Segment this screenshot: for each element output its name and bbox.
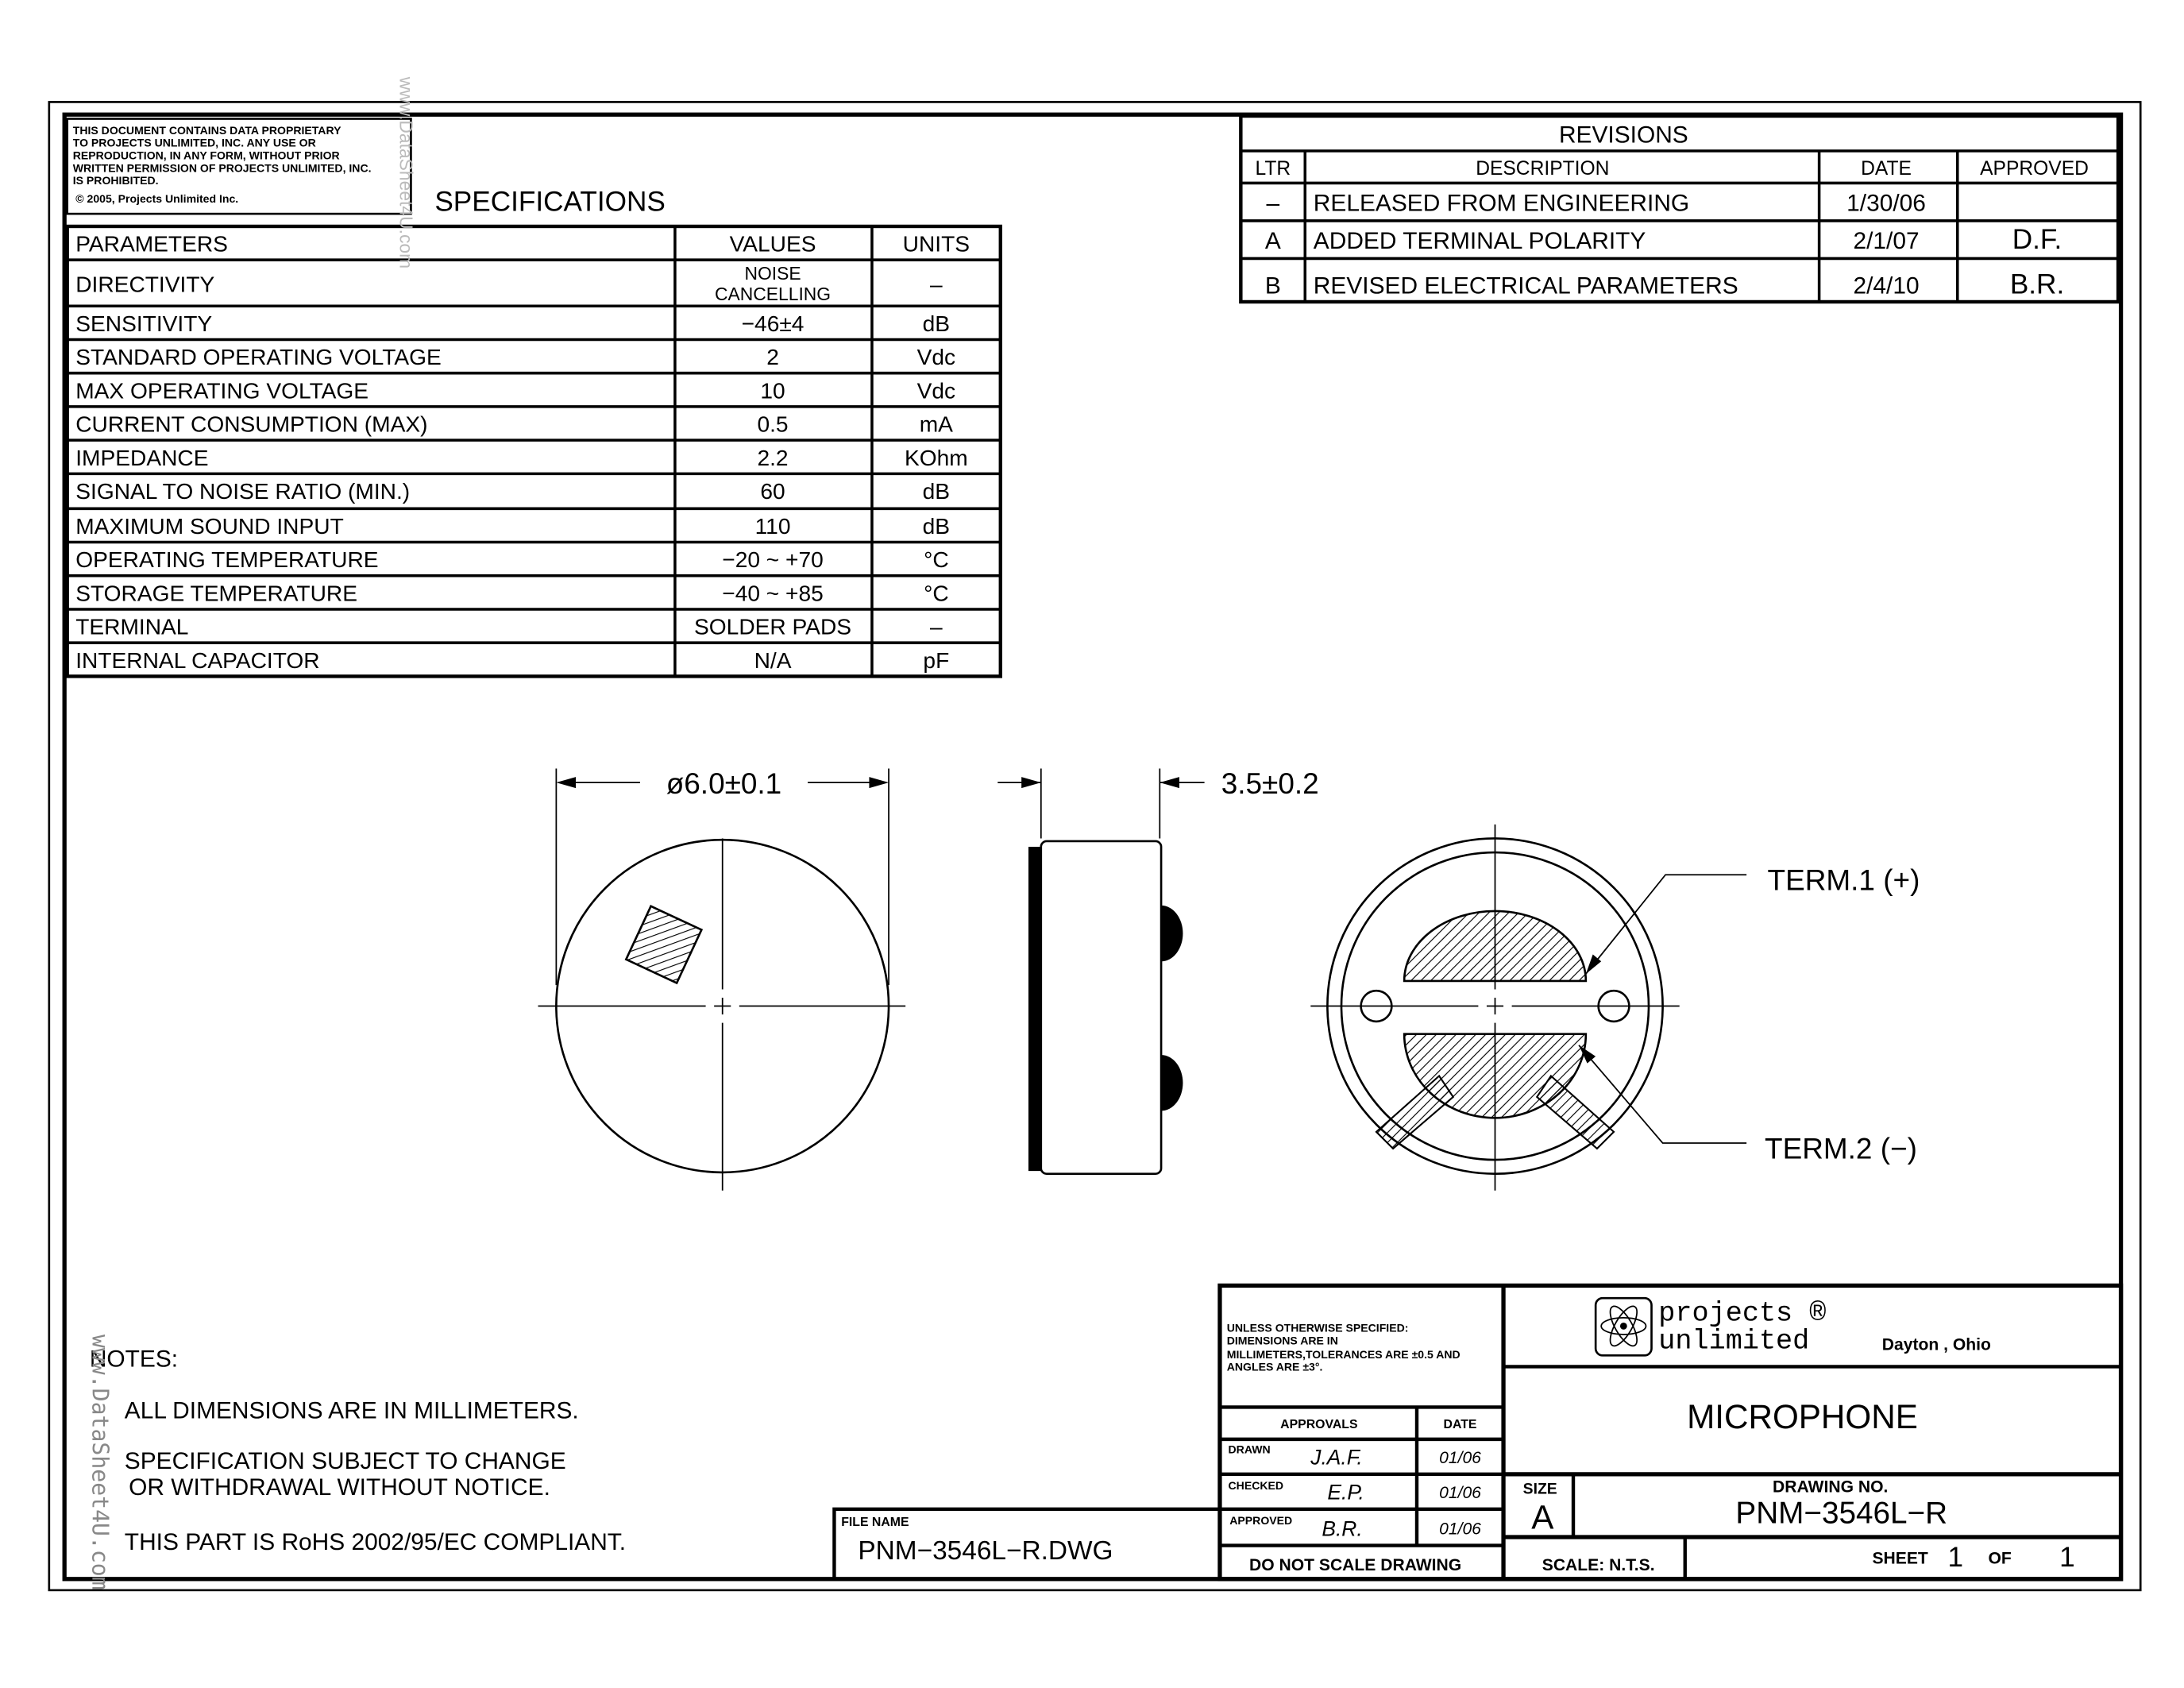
table-cell: dB xyxy=(922,513,951,539)
svg-text:REPRODUCTION, IN ANY FORM, WIT: REPRODUCTION, IN ANY FORM, WITHOUT PRIOR xyxy=(72,149,340,162)
svg-text:A: A xyxy=(1531,1498,1554,1536)
table-cell: SIGNAL TO NOISE RATIO (MIN.) xyxy=(75,479,411,504)
table-cell: Vdc xyxy=(916,378,956,404)
sound-port xyxy=(626,906,701,983)
svg-text:THIS DOCUMENT CONTAINS DATA PR: THIS DOCUMENT CONTAINS DATA PROPRIETARY xyxy=(72,123,341,137)
watermark: www.DataSheet4U.com xyxy=(396,76,417,269)
table-cell: pF xyxy=(923,647,950,673)
svg-text:ALL DIMENSIONS ARE IN MILLIMET: ALL DIMENSIONS ARE IN MILLIMETERS. xyxy=(124,1397,579,1424)
table-cell: mA xyxy=(919,411,953,437)
table-cell: 2/4/10 xyxy=(1853,272,1920,299)
svg-text:B.R.: B.R. xyxy=(1322,1516,1363,1541)
svg-text:DRAWING NO.: DRAWING NO. xyxy=(1773,1477,1889,1497)
svg-text:DRAWN: DRAWN xyxy=(1228,1443,1271,1456)
company-logo xyxy=(1596,1298,1651,1355)
svg-text:01/06: 01/06 xyxy=(1439,1483,1481,1502)
svg-text:ANGLES ARE ±3°.: ANGLES ARE ±3°. xyxy=(1226,1360,1323,1373)
revisions-title: REVISIONS xyxy=(1558,122,1688,149)
table-cell: 0.5 xyxy=(757,411,789,437)
term1-label: TERM.1 (+) xyxy=(1767,863,1920,897)
table-cell: −40 ~ +85 xyxy=(722,581,824,606)
inner-border xyxy=(64,114,2120,1579)
table-cell: CANCELLING xyxy=(714,284,832,305)
diameter-dimension: ø6.0±0.1 xyxy=(666,767,782,801)
notes xyxy=(90,1346,626,1555)
table-cell: CURRENT CONSUMPTION (MAX) xyxy=(75,411,428,437)
svg-text:MILLIMETERS,TOLERANCES ARE ±0.: MILLIMETERS,TOLERANCES ARE ±0.5 AND xyxy=(1226,1347,1461,1361)
table-cell: 110 xyxy=(754,513,791,539)
svg-text:APPROVED: APPROVED xyxy=(1229,1514,1293,1528)
svg-text:01/06: 01/06 xyxy=(1439,1448,1481,1467)
svg-text:PNM−3546L−R.DWG: PNM−3546L−R.DWG xyxy=(858,1536,1113,1566)
column-header: DESCRIPTION xyxy=(1476,157,1610,180)
table-cell: °C xyxy=(924,547,949,573)
svg-text:FILE NAME: FILE NAME xyxy=(841,1515,909,1529)
table-cell: – xyxy=(930,272,943,297)
table-cell: 10 xyxy=(760,378,785,404)
table-cell: NOISE xyxy=(744,262,801,284)
svg-text:SPECIFICATION SUBJECT TO CHANG: SPECIFICATION SUBJECT TO CHANGE xyxy=(124,1447,566,1474)
back-view xyxy=(1310,825,1920,1191)
svg-text:IS PROHIBITED.: IS PROHIBITED. xyxy=(72,174,159,187)
table-cell: IMPEDANCE xyxy=(75,445,209,470)
table-cell: DIRECTIVITY xyxy=(75,272,215,297)
table-cell: B.R. xyxy=(2009,268,2065,300)
column-header: UNITS xyxy=(902,231,970,257)
svg-text:UNLESS OTHERWISE SPECIFIED:: UNLESS OTHERWISE SPECIFIED: xyxy=(1226,1321,1409,1335)
svg-text:1: 1 xyxy=(1947,1541,1964,1573)
svg-text:SCALE: N.T.S.: SCALE: N.T.S. xyxy=(1542,1556,1655,1575)
svg-text:Dayton , Ohio: Dayton , Ohio xyxy=(1881,1335,1991,1354)
svg-text:WRITTEN PERMISSION OF PROJECTS: WRITTEN PERMISSION OF PROJECTS UNLIMITED, INC. xyxy=(72,161,372,175)
column-header: LTR xyxy=(1255,157,1291,180)
svg-text:DIMENSIONS ARE IN: DIMENSIONS ARE IN xyxy=(1226,1334,1338,1347)
revisions-table xyxy=(1241,116,2118,302)
height-dimension: 3.5±0.2 xyxy=(1221,767,1319,801)
table-cell: °C xyxy=(924,581,949,606)
svg-text:SIZE: SIZE xyxy=(1522,1480,1557,1498)
table-cell: B xyxy=(1264,272,1281,299)
table-cell: 2/1/07 xyxy=(1853,228,1920,255)
drawing-title: MICROPHONE xyxy=(1687,1397,1918,1435)
column-header: PARAMETERS xyxy=(75,231,228,257)
svg-text:J.A.F.: J.A.F. xyxy=(1310,1445,1363,1470)
table-cell: MAX OPERATING VOLTAGE xyxy=(75,378,369,404)
company-name: projects ® xyxy=(1658,1297,1827,1330)
front-view xyxy=(538,767,906,1191)
table-cell: dB xyxy=(922,311,951,336)
svg-text:01/06: 01/06 xyxy=(1439,1520,1481,1539)
title-block xyxy=(1220,1285,2121,1578)
svg-text:DO NOT SCALE DRAWING: DO NOT SCALE DRAWING xyxy=(1248,1556,1462,1575)
svg-text:APPROVALS: APPROVALS xyxy=(1280,1417,1358,1431)
svg-text:OR WITHDRAWAL WITHOUT NOTICE.: OR WITHDRAWAL WITHOUT NOTICE. xyxy=(129,1474,550,1501)
svg-text:DATE: DATE xyxy=(1443,1417,1477,1431)
svg-text:SHEET: SHEET xyxy=(1872,1549,1928,1568)
table-cell: KOhm xyxy=(905,445,968,470)
term2-label: TERM.2 (−) xyxy=(1765,1132,1917,1165)
table-cell: 60 xyxy=(760,479,785,504)
table-cell: OPERATING TEMPERATURE xyxy=(75,547,379,573)
drawing-number: PNM−3546L−R xyxy=(1735,1496,1948,1531)
table-cell: 1/30/06 xyxy=(1846,190,1926,217)
watermark: www.DataSheet4U.com xyxy=(87,1334,114,1590)
table-cell: INTERNAL CAPACITOR xyxy=(75,647,320,673)
svg-text:unlimited: unlimited xyxy=(1658,1325,1810,1358)
table-cell: TERMINAL xyxy=(75,614,189,639)
proprietary-notice xyxy=(68,119,411,214)
svg-text:OF: OF xyxy=(1988,1549,2012,1568)
svg-text:E.P.: E.P. xyxy=(1327,1480,1364,1505)
table-cell: SENSITIVITY xyxy=(75,311,213,336)
table-cell: RELEASED FROM ENGINEERING xyxy=(1313,190,1690,217)
table-cell: N/A xyxy=(754,647,792,673)
table-cell: 2 xyxy=(766,345,779,370)
table-cell: – xyxy=(930,614,943,639)
table-cell: – xyxy=(1266,190,1280,217)
table-cell: −20 ~ +70 xyxy=(722,547,824,573)
table-cell: A xyxy=(1264,228,1281,255)
table-cell: Vdc xyxy=(916,345,956,370)
table-cell: MAXIMUM SOUND INPUT xyxy=(75,513,344,539)
table-cell: STORAGE TEMPERATURE xyxy=(75,581,358,606)
svg-text:NOTES:: NOTES: xyxy=(89,1346,179,1373)
table-cell: REVISED ELECTRICAL PARAMETERS xyxy=(1313,272,1738,299)
table-cell: dB xyxy=(922,479,951,504)
specifications-table xyxy=(68,226,1001,676)
svg-text:THIS PART IS RoHS 2002/95/EC C: THIS PART IS RoHS 2002/95/EC COMPLIANT. xyxy=(124,1528,627,1555)
svg-text:TO PROJECTS UNLIMITED, INC. AN: TO PROJECTS UNLIMITED, INC. ANY USE OR xyxy=(72,136,316,149)
svg-text:© 2005, Projects Unlimited Inc: © 2005, Projects Unlimited Inc. xyxy=(75,192,239,206)
table-cell: −46±4 xyxy=(741,311,805,336)
table-cell: STANDARD OPERATING VOLTAGE xyxy=(75,345,442,370)
file-name-box xyxy=(834,1509,1220,1579)
table-cell: ADDED TERMINAL POLARITY xyxy=(1313,228,1646,255)
table-cell: 2.2 xyxy=(757,445,789,470)
column-header: APPROVED xyxy=(1980,157,2089,180)
side-view xyxy=(997,767,1318,1173)
svg-text:1: 1 xyxy=(2059,1541,2075,1573)
svg-text:CHECKED: CHECKED xyxy=(1228,1479,1284,1493)
column-header: DATE xyxy=(1861,157,1912,180)
column-header: VALUES xyxy=(729,231,816,257)
specifications-title: SPECIFICATIONS xyxy=(434,186,666,218)
table-cell: SOLDER PADS xyxy=(694,614,852,639)
table-cell: D.F. xyxy=(2012,224,2062,256)
